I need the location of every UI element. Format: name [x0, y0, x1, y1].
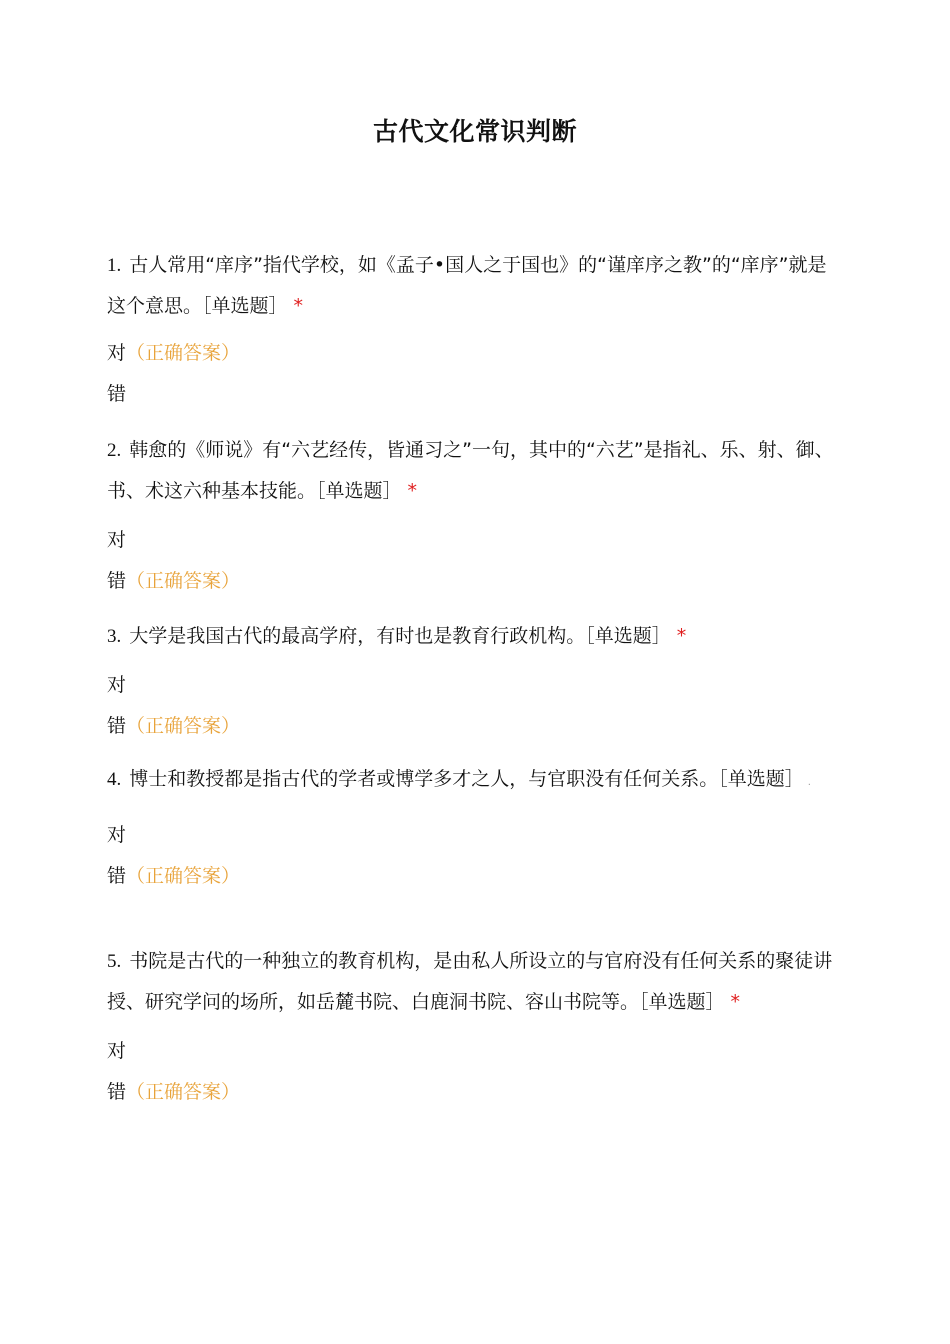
option-false[interactable]	[107, 380, 845, 408]
question-2	[107, 430, 845, 595]
question-number: 2.	[107, 440, 122, 461]
required-marker: *	[676, 625, 687, 647]
question-stem	[107, 430, 845, 512]
correct-answer-tag: （正确答案）	[126, 570, 241, 592]
option-label: 对	[107, 342, 127, 364]
required-marker: *	[730, 991, 741, 1013]
question-stem	[107, 616, 845, 657]
option-true[interactable]	[107, 1037, 845, 1065]
correct-answer-tag: （正确答案）	[126, 715, 241, 737]
option-true[interactable]	[107, 821, 845, 849]
question-text: 大学是我国古代的最高学府，有时也是教育行政机构。［单选题］	[129, 625, 671, 647]
option-false[interactable]	[107, 862, 845, 890]
question-text: 书院是古代的一种独立的教育机构，是由私人所设立的与官府没有任何关系的聚徒讲授、研究学问的场所，如岳麓书院、白鹿洞书院、容山书院等。［单选题］	[107, 950, 833, 1013]
option-label: 对	[107, 824, 127, 846]
option-label: 错	[107, 715, 127, 737]
option-label: 错	[107, 1081, 127, 1103]
option-true[interactable]	[107, 671, 845, 699]
required-marker: .	[807, 777, 811, 788]
question-stem	[107, 762, 845, 800]
question-number: 1.	[107, 255, 122, 276]
question-number: 5.	[107, 951, 122, 972]
question-1	[107, 245, 845, 408]
option-label: 错	[107, 570, 127, 592]
question-number: 4.	[107, 769, 122, 790]
option-label: 对	[107, 1040, 127, 1062]
question-stem	[107, 245, 845, 327]
question-stem	[107, 941, 845, 1023]
question-text: 博士和教授都是指古代的学者或博学多才之人，与官职没有任何关系。［单选题］	[129, 768, 804, 790]
question-5	[107, 941, 845, 1106]
option-label: 对	[107, 674, 127, 696]
option-false[interactable]	[107, 1078, 845, 1106]
question-number: 3.	[107, 626, 122, 647]
question-4	[107, 762, 845, 890]
page-title: 古代文化常识判断	[372, 117, 577, 146]
required-marker: *	[293, 295, 304, 317]
question-text: 韩愈的《师说》有“六艺经传，皆通习之”一句，其中的“六艺”是指礼、乐、射、御、书、术这六种基本技能。［单选题］	[107, 439, 834, 502]
option-true[interactable]	[107, 526, 845, 554]
option-label: 对	[107, 529, 127, 551]
question-text: 古人常用“庠序”指代学校，如《孟子•国人之于国也》的“谨庠序之教”的“庠序”就是这个意思。［单选题］	[107, 254, 827, 317]
option-true[interactable]	[107, 339, 845, 367]
option-label: 错	[107, 865, 127, 887]
option-false[interactable]	[107, 567, 845, 595]
option-false[interactable]	[107, 712, 845, 740]
question-3	[107, 616, 845, 740]
correct-answer-tag: （正确答案）	[126, 865, 241, 887]
correct-answer-tag: （正确答案）	[126, 342, 241, 364]
required-marker: *	[407, 480, 418, 502]
option-label: 错	[107, 383, 127, 405]
correct-answer-tag: （正确答案）	[126, 1081, 241, 1103]
